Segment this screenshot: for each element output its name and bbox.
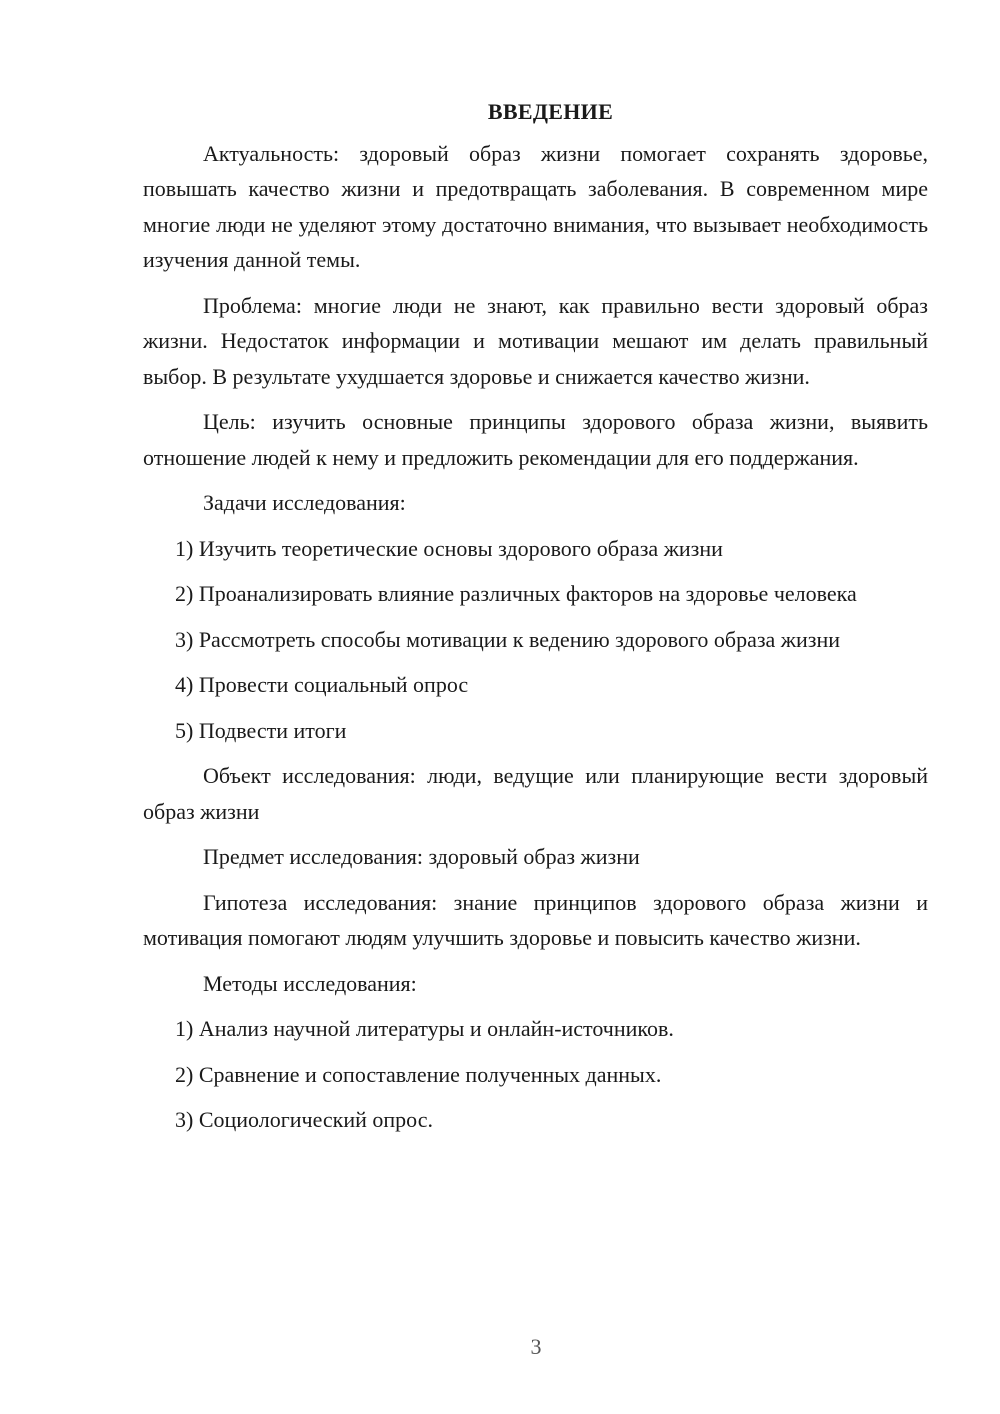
relevance-paragraph: Актуальность: здоровый образ жизни помогает сохранять здоровье, повышать качество жизни и предотвращать заболевания. В современном мире многие люди не уделяют этому достаточно внимания, что вызывает необходимость изучения данной темы. — [143, 140, 928, 272]
method-item: 2) Сравнение и сопоставление полученных данных. — [175, 1061, 662, 1087]
task-item: 3) Рассмотреть способы мотивации к ведению здорового образа жизни — [175, 626, 840, 652]
hypothesis-paragraph: Гипотеза исследования: знание принципов здорового образа жизни и мотивация помогают людям улучшить здоровье и повысить качество жизни. — [143, 889, 928, 950]
task-item: 4) Провести социальный опрос — [175, 672, 469, 697]
page-title: ВВЕДЕНИЕ — [487, 99, 614, 124]
page-number: 3 — [530, 1334, 542, 1359]
task-item: 5) Подвести итоги — [175, 717, 347, 743]
tasks-heading: Задачи исследования: — [203, 490, 406, 515]
goal-paragraph: Цель: изучить основные принципы здорового образа жизни, выявить отношение людей к нему и предложить рекомендации для его поддержания. — [143, 409, 928, 470]
method-item: 1) Анализ научной литературы и онлайн-источников. — [175, 1016, 674, 1041]
task-item: 1) Изучить теоретические основы здорового образа жизни — [175, 535, 723, 561]
subject-paragraph: Предмет исследования: здоровый образ жизни — [203, 844, 640, 869]
methods-heading: Методы исследования: — [203, 970, 417, 996]
task-item: 2) Проанализировать влияние различных факторов на здоровье человека — [175, 581, 857, 606]
problem-paragraph: Проблема: многие люди не знают, как правильно вести здоровый образ жизни. Недостаток информации и мотивации мешают им делать правильный выбор. В результате ухудшается здоровье и снижается качество жизни. — [143, 292, 928, 389]
document-body — [143, 94, 928, 1148]
object-paragraph: Объект исследования: люди, ведущие или планирующие вести здоровый образ жизни — [143, 763, 928, 824]
method-item: 3) Социологический опрос. — [175, 1107, 433, 1132]
